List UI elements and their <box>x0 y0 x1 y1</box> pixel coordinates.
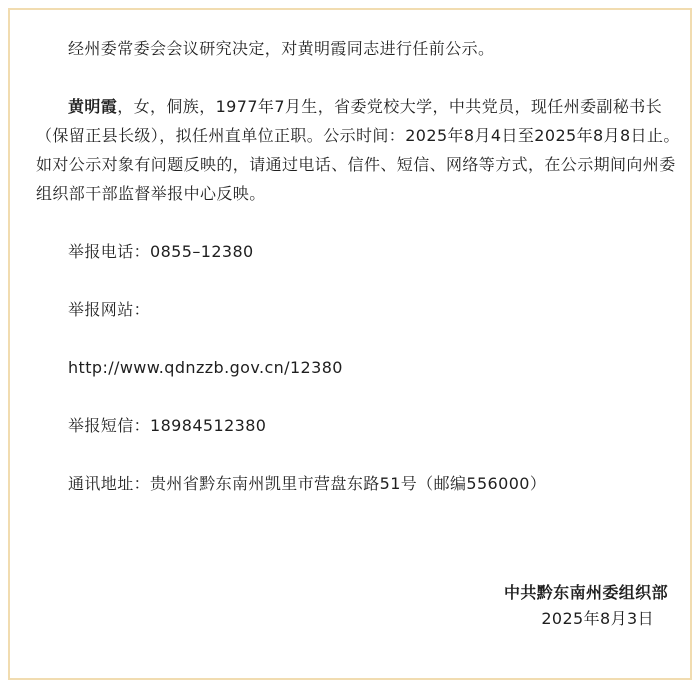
person-details: ，女，侗族，1977年7月生，省委党校大学，中共党员，现任州委副秘书长（保留正县长级），拟任州直单位正职。公示时间：2025年8月4日至2025年8月8日止。如对公示对象有问题反映的，请通过电话、信件、短信、网络等方式，在公示期间向州委组织部干部监督举报中心反映。 <box>36 97 680 203</box>
address-value: 贵州省黔东南州凯里市营盘东路51号（邮编556000） <box>150 474 547 493</box>
person-name: 黄明霞 <box>68 97 118 116</box>
address-label: 通讯地址： <box>68 474 151 493</box>
signature-organization: 中共黔东南州委组织部 <box>503 583 668 602</box>
hotline-value: 0855–12380 <box>150 242 254 261</box>
signature-block <box>504 580 668 632</box>
notice-frame <box>8 8 692 680</box>
address-line <box>36 469 680 498</box>
website-label: 举报网站： <box>68 300 151 319</box>
intro-paragraph: 经州委常委会会议研究决定，对黄明霞同志进行任前公示。 <box>68 39 495 58</box>
signature-date: 2025年8月3日 <box>541 609 654 628</box>
person-paragraph <box>36 92 680 208</box>
spacer <box>36 382 680 411</box>
sms-value: 18984512380 <box>150 416 267 435</box>
hotline-line <box>36 237 680 266</box>
spacer <box>36 63 680 92</box>
spacer <box>36 266 680 295</box>
sms-label: 举报短信： <box>68 416 151 435</box>
spacer <box>36 324 680 353</box>
spacer <box>36 208 680 237</box>
hotline-label: 举报电话： <box>68 242 151 261</box>
website-url[interactable]: http://www.qdnzzb.gov.cn/12380 <box>68 358 343 377</box>
spacer <box>36 440 680 469</box>
sms-line <box>36 411 680 440</box>
notice-content <box>36 34 680 498</box>
